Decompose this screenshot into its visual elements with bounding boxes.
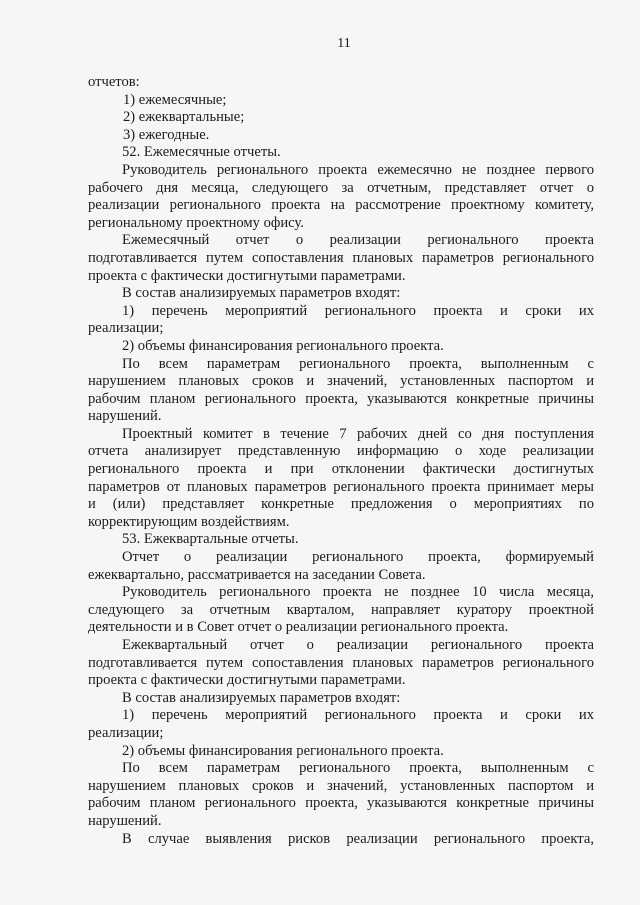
text-line: рабочим планом регионального проекта, указываются конкретные причины: [88, 390, 594, 407]
text-line: По всем параметрам регионального проекта, выполненным с: [122, 760, 594, 777]
text-line: ежеквартально, рассматривается на заседании Совета.: [88, 566, 426, 583]
text-line: реализации регионального проекта на рассмотрение проектному комитету,: [88, 197, 594, 214]
text-line: следующего за отчетным кварталом, направляет куратору проектной: [88, 601, 594, 618]
text-line: подготавливается путем сопоставления плановых параметров регионального: [88, 249, 594, 266]
text-line: рабочим планом регионального проекта, указываются конкретные причины: [88, 795, 594, 812]
text-line: проекта с фактически достигнутыми параметрами.: [88, 672, 406, 689]
text-line: нарушений.: [88, 812, 162, 829]
text-line: отчетов:: [88, 74, 140, 90]
text-line: реализации;: [88, 724, 164, 741]
text-line: 2) ежеквартальные;: [123, 109, 245, 126]
text-line: 53. Ежеквартальные отчеты.: [122, 531, 299, 548]
text-line: нарушением плановых сроков и значений, установленных паспортом и: [88, 777, 594, 794]
text-line: деятельности и в Совет отчет о реализации регионального проекта.: [88, 619, 509, 636]
text-line: В случае выявления рисков реализации регионального проекта,: [122, 830, 594, 847]
text-line: реализации;: [88, 320, 164, 337]
text-line: подготавливается путем сопоставления плановых параметров регионального: [88, 654, 594, 671]
text-line: В состав анализируемых параметров входят:: [122, 689, 401, 706]
text-line: Ежемесячный отчет о реализации регионального проекта: [122, 232, 594, 249]
text-line: региональному проектному офису.: [88, 214, 304, 231]
text-line: Руководитель регионального проекта ежемесячно не позднее первого: [122, 161, 594, 178]
text-line: регионального проекта и при отклонении фактически достигнутых: [88, 461, 594, 478]
text-line: 3) ежегодные.: [123, 126, 210, 143]
text-line: 1) ежемесячные;: [123, 91, 227, 108]
text-line: Руководитель регионального проекта не позднее 10 числа месяца,: [122, 584, 594, 601]
text-line: параметров от плановых параметров регионального проекта принимает меры: [88, 478, 594, 495]
text-line: рабочего дня месяца, следующего за отчетным, представляет отчет о: [88, 179, 594, 196]
text-line: нарушением плановых сроков и значений, установленных паспортом и: [88, 373, 594, 390]
text-line: проекта с фактически достигнутыми параметрами.: [88, 267, 406, 284]
text-line: Ежеквартальный отчет о реализации регионального проекта: [122, 637, 594, 653]
text-line: корректирующим воздействиям.: [88, 513, 290, 530]
text-line: 2) объемы финансирования регионального проекта.: [122, 337, 444, 354]
text-line: По всем параметрам регионального проекта, выполненным с: [122, 355, 594, 372]
document-body: [88, 74, 594, 848]
text-line: 1) перечень мероприятий регионального проекта и сроки их: [122, 707, 594, 724]
text-line: 52. Ежемесячные отчеты.: [122, 144, 281, 161]
text-line: В состав анализируемых параметров входят:: [122, 285, 401, 302]
text-line: Отчет о реализации регионального проекта, формируемый: [122, 549, 594, 566]
text-line: 1) перечень мероприятий регионального проекта и сроки их: [122, 302, 594, 319]
text-line: отчета анализирует представленную информацию о ходе реализации: [88, 443, 594, 460]
text-line: нарушений.: [88, 408, 162, 425]
text-line: и (или) представляет конкретные предложения о мероприятиях по: [88, 496, 594, 513]
text-line: Проектный комитет в течение 7 рабочих дней со дня поступления: [122, 425, 594, 442]
page-number: 11: [337, 36, 351, 51]
text-line: 2) объемы финансирования регионального проекта.: [122, 742, 444, 759]
